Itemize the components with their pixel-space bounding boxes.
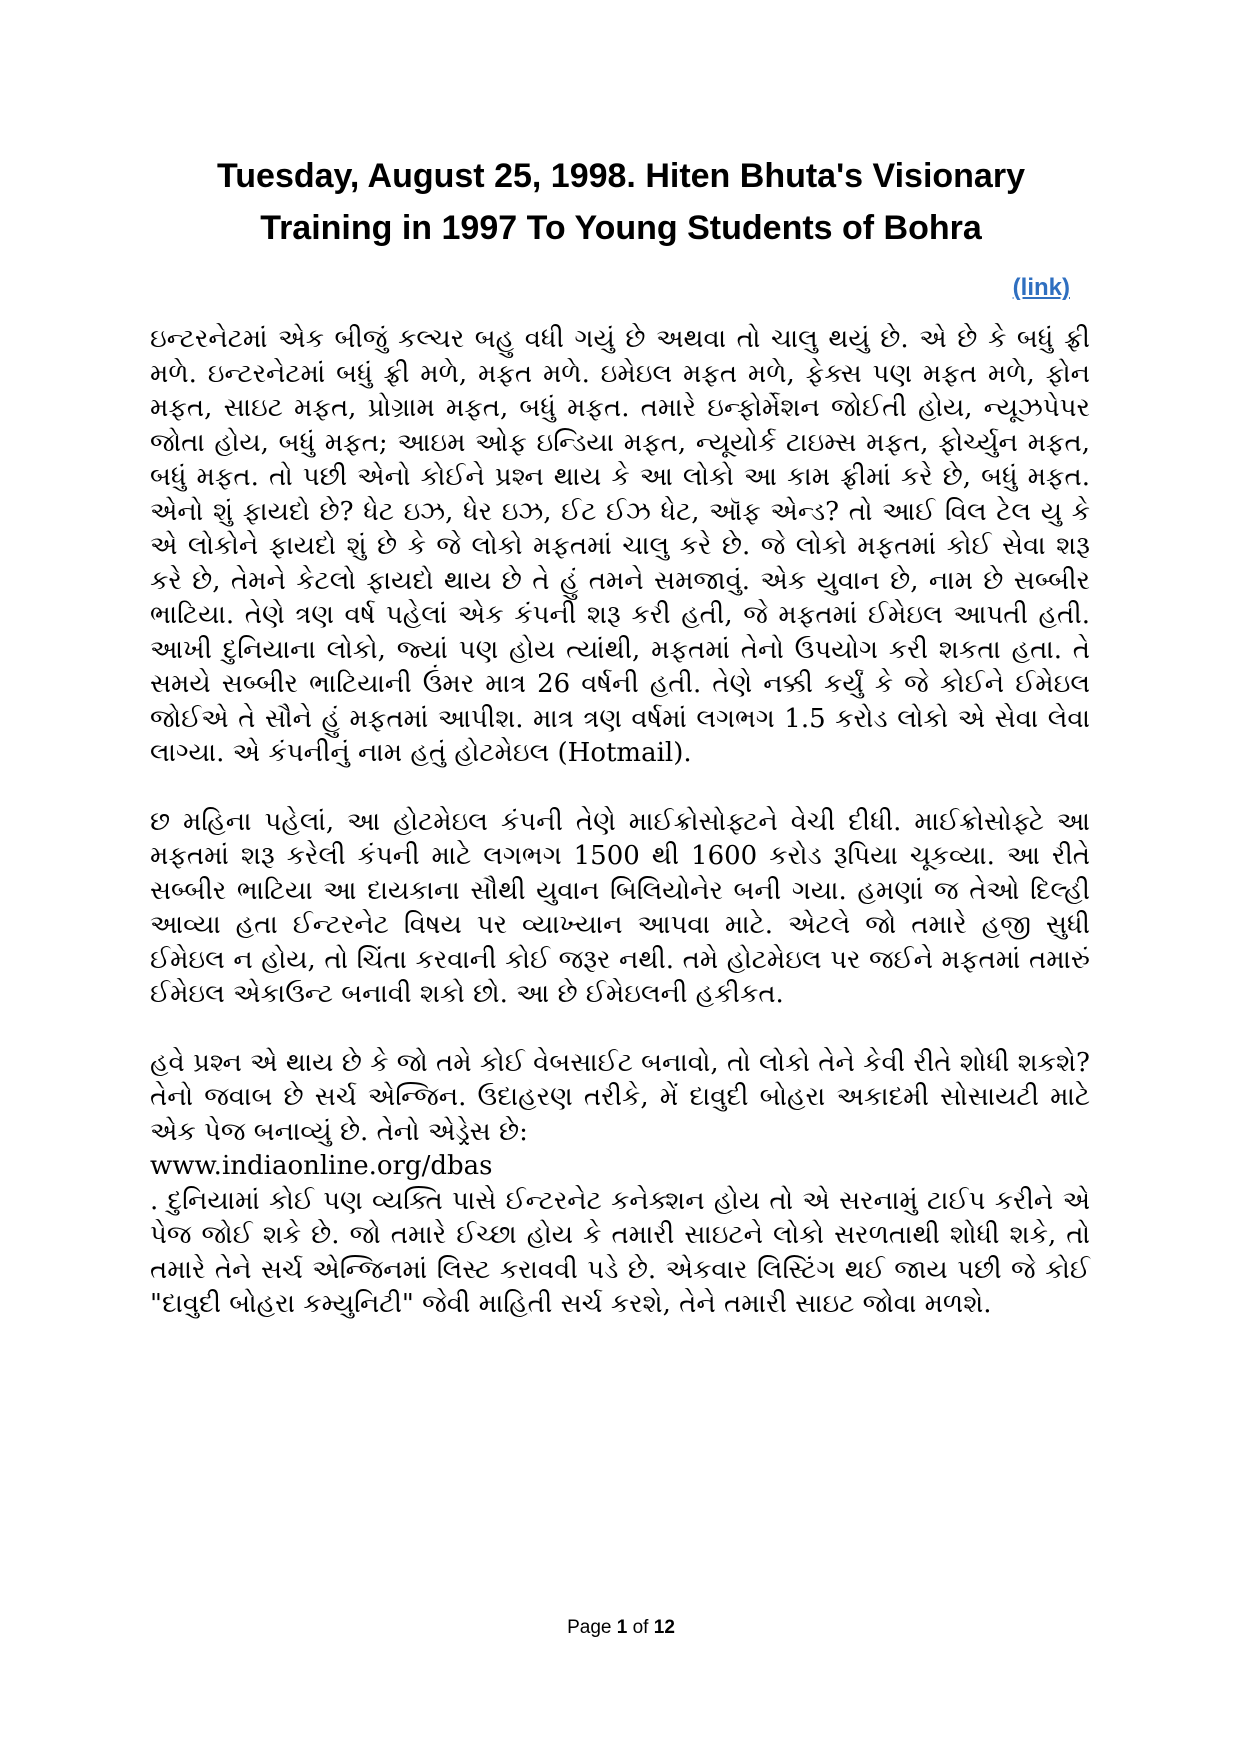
of-label: of	[632, 1617, 649, 1638]
current-page-number: 1	[616, 1617, 628, 1638]
page-label: Page	[567, 1617, 612, 1638]
source-link[interactable]: (link)	[1012, 274, 1070, 301]
paragraph-2: છ મહિના પહેલાં, આ હોટમેઇલ કંપની તેણે માઈક્રોસોફ્ટને વેચી દીધી. માઈક્રોસોફ્ટે આ મફતમાં શરૂ કરેલી કંપની માટે લગભગ 1500 થી 1600 કરોડ રૂપિયા ચૂકવ્યા. આ રીતે સબ્બીર ભાટિયા આ દાયકાના સૌથી યુવાન બિલિયોનેર બની ગયા. હમણાં જ તેઓ દિલ્હી આવ્યા હતા ઈન્ટરનેટ વિષય પર વ્યાખ્યાન આપવા માટે. એટલે જો તમારે હજી સુધી ઈમેઇલ ન હોય, તો ચિંતા કરવાની કોઈ જરૂર નથી. તમે હોટમેઇલ પર જઈને મફતમાં તમારું ઈમેઇલ એકાઉન્ટ બનાવી શકો છો. આ છે ઈમેઇલની હકીકત.	[150, 806, 1090, 1009]
website-url: www.indiaonline.org/dbas	[150, 1151, 493, 1181]
paragraph-1: ઇન્ટરનેટમાં એક બીજું કલ્ચર બહુ વધી ગયું છે અથવા તો ચાલુ થયું છે. એ છે કે બધું ફ્રી મળે. ઇન્ટરનેટમાં બધું ફ્રી મળે, મફત મળે. ઇમેઇલ મફત મળે, ફેક્સ પણ મફત મળે, ફોન મફત, સાઇટ મફત, પ્રોગ્રામ મફત, બધું મફત. તમારે ઇન્ફોર્મેશન જોઈતી હોય, ન્યૂઝપેપર જોતા હોય, બધું મફત; આઇમ ઓફ ઇન્ડિયા મફત, ન્યૂયોર્ક ટાઇમ્સ મફત, ફોર્ચ્યુન મફત, બધું મફત. તો પછી એનો કોઈને પ્રશ્ન થાય કે આ લોકો આ કામ ફ્રીમાં કરે છે, બધું મફત. એનો શું ફાયદો છે? ધેટ ઇઝ, ધેર ઇઝ, ઈટ ઈઝ ધેટ, ઑફ એન્ડ? તો આઈ વિલ ટેલ યુ કે એ લોકોને ફાયદો શું છે કે જે લોકો મફતમાં ચાલુ કરે છે. જે લોકો મફતમાં કોઈ સેવા શરૂ કરે છે, તેમને કેટલો ફાયદો થાય છે તે હું તમને સમજાવું. એક યુવાન છે, નામ છે સબ્બીર ભાટિયા. તેણે ત્રણ વર્ષ પહેલાં એક કંપની શરૂ કરી હતી, જે મફતમાં ઈમેઇલ આપતી હતી. આખી દુનિયાના લોકો, જ્યાં પણ હોય ત્યાંથી, મફતમાં તેનો ઉપયોગ કરી શકતા હતા. તે સમયે સબ્બીર ભાટિયાની ઉંમર માત્ર 26 વર્ષની હતી. તેણે નક્કી કર્યું કે જે કોઈને ઈમેઇલ જોઈએ તે સૌને હું મફતમાં આપીશ. માત્ર ત્રણ વર્ષમાં લગભગ 1.5 કરોડ લોકો એ સેવા લેવા લાગ્યા. એ કંપનીનું નામ હતું હોટમેઇલ (Hotmail).	[150, 324, 1090, 768]
document-title	[150, 150, 1092, 254]
page-footer	[150, 1615, 1092, 1641]
paragraph-3-rest: . દુનિયામાં કોઈ પણ વ્યક્તિ પાસે ઈન્ટરનેટ કનેક્શન હોય તો એ સરનામું ટાઈપ કરીને એ પેજ જોઈ શકે છે. જો તમારે ઈચ્છા હોય કે તમારી સાઇટને લોકો સરળતાથી શોધી શકે, તો તમારે તેને સર્ચ એન્જિનમાં લિસ્ટ કરાવવી પડે છે. એકવાર લિસ્ટિંગ થઈ જાય પછી જે કોઈ "દાવુદી બોહરા કમ્યુનિટી" જેવી માહિતી સર્ચ કરશે, તેને તમારી સાઇટ જોવા મળશે.	[150, 1185, 1090, 1319]
paragraph-3-intro: હવે પ્રશ્ન એ થાય છે કે જો તમે કોઈ વેબસાઈટ બનાવો, તો લોકો તેને કેવી રીતે શોધી શકશે? તેનો જવાબ છે સર્ચ એન્જિન. ઉદાહરણ તરીકે, મેં દાવુદી બોહરા અકાદમી સોસાયટી માટે એક પેજ બનાવ્યું છે. તેનો એડ્રેસ છે:	[150, 1047, 1090, 1147]
paragraph-3	[150, 1046, 1090, 1322]
link-row	[150, 272, 1070, 304]
total-pages-number: 12	[653, 1617, 675, 1638]
title-line-2: Training in 1997 To Young Students of Bohra	[260, 209, 982, 247]
title-line-1: Tuesday, August 25, 1998. Hiten Bhuta's Visionary	[217, 157, 1025, 195]
document-body	[150, 322, 1090, 1356]
